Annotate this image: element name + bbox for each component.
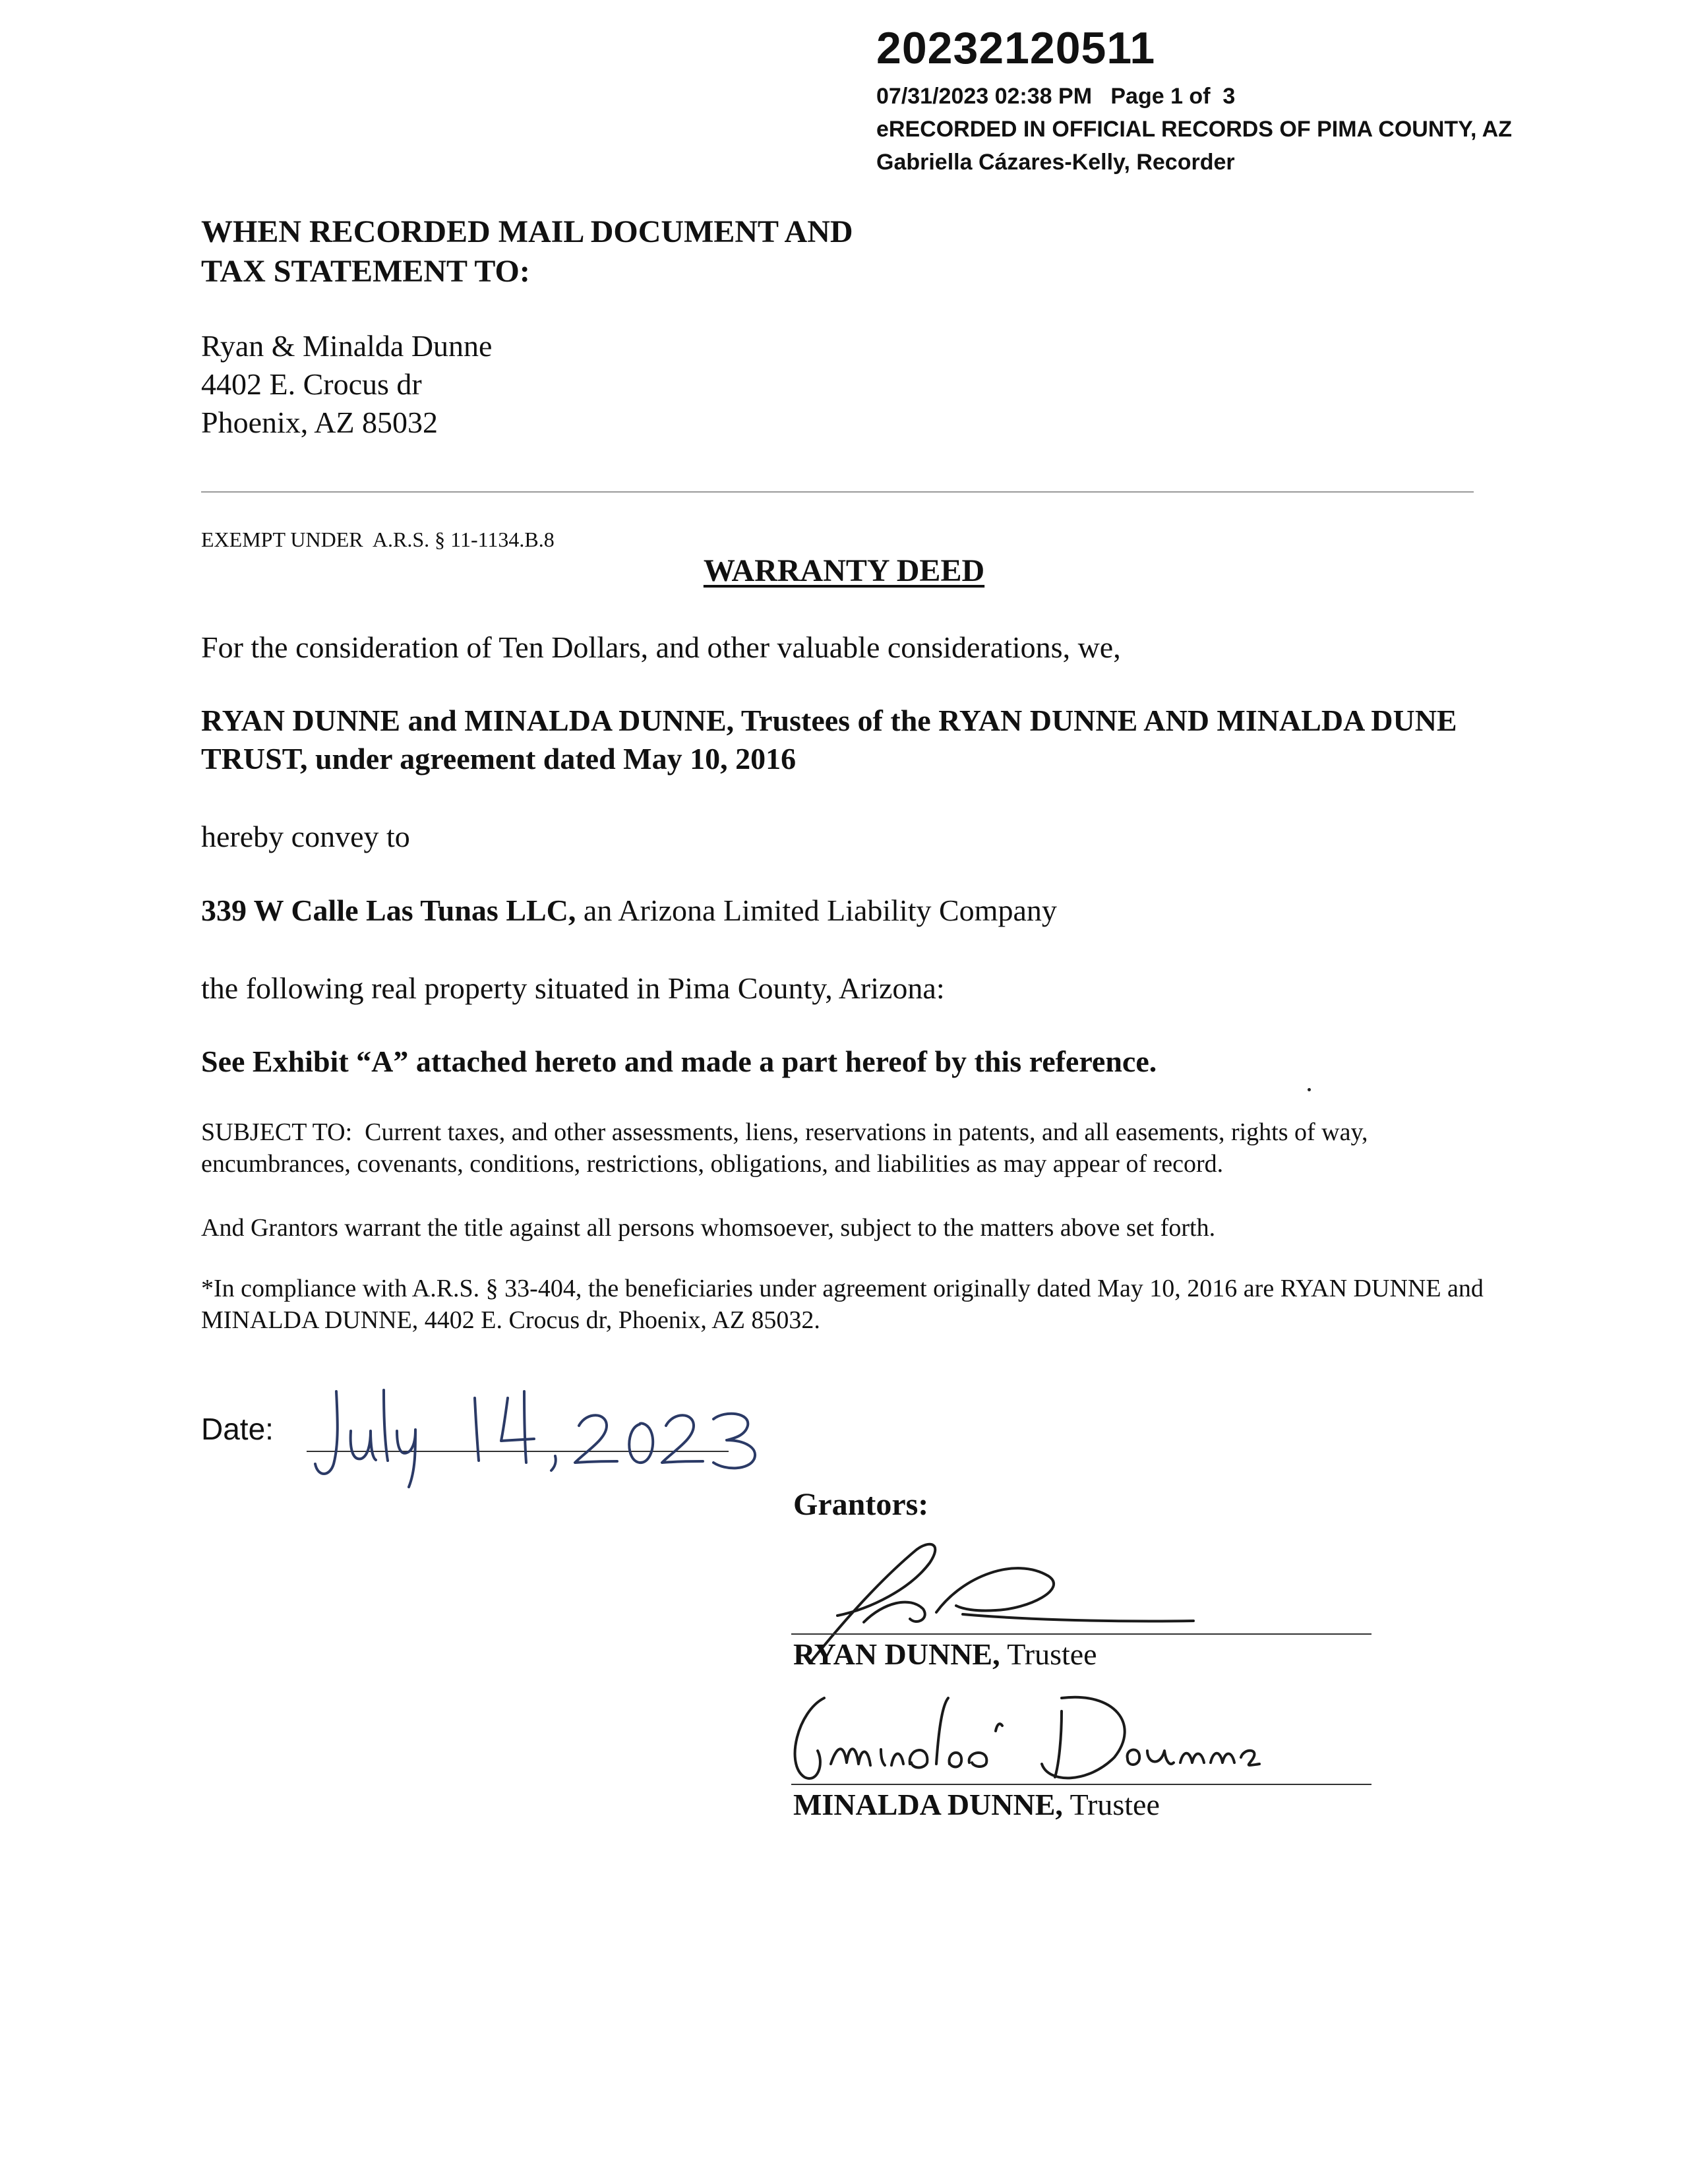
recording-datetime-page: 07/31/2023 02:38 PM Page 1 of 3 xyxy=(876,84,1236,109)
exempt-notice: EXEMPT UNDER A.R.S. § 11-1134.B.8 xyxy=(201,528,555,551)
subject-to-paragraph: SUBJECT TO: Current taxes, and other assessments, liens, reservations in patents, and all easements, rights of way, encumbrances, covenants, conditions, restrictions, obligations, and liabilities as may appear of record. xyxy=(201,1118,1375,1178)
scan-speck xyxy=(1308,1088,1311,1091)
signer-1 xyxy=(793,1637,1097,1672)
property-paragraph: the following real property situated in Pima County, Arizona: xyxy=(201,971,945,1005)
grantee-paragraph xyxy=(201,892,1493,930)
signature-line-2 xyxy=(791,1784,1372,1785)
signer-1-role: Trustee xyxy=(1000,1637,1097,1671)
minalda-dunne-signature xyxy=(771,1685,1312,1797)
mail-to-heading-line1: WHEN RECORDED MAIL DOCUMENT AND xyxy=(201,214,853,249)
recording-number: 20232120511 xyxy=(876,23,1156,73)
grantors-label: Grantors: xyxy=(793,1487,929,1522)
signer-1-name: RYAN DUNNE, xyxy=(793,1637,1000,1671)
date-label: Date: xyxy=(201,1412,274,1446)
handwritten-date xyxy=(310,1378,771,1490)
mail-to-street: 4402 E. Crocus dr xyxy=(201,367,422,401)
grantee-name: 339 W Calle Las Tunas LLC, xyxy=(201,894,576,927)
mail-to-city: Phoenix, AZ 85032 xyxy=(201,406,438,439)
recorder-name: Gabriella Cázares-Kelly, Recorder xyxy=(876,150,1235,175)
warrant-paragraph: And Grantors warrant the title against all persons whomsoever, subject to the matters above set forth. xyxy=(201,1214,1216,1242)
exhibit-paragraph: See Exhibit “A” attached hereto and made a part hereof by this reference. xyxy=(201,1045,1157,1078)
signer-2-name: MINALDA DUNNE, xyxy=(793,1788,1063,1821)
consideration-paragraph: For the consideration of Ten Dollars, and other valuable considerations, we, xyxy=(201,630,1121,664)
grantee-description: an Arizona Limited Liability Company xyxy=(576,894,1057,927)
grantors-paragraph: RYAN DUNNE and MINALDA DUNNE, Trustees of the RYAN DUNNE AND MINALDA DUNE TRUST, under agreement dated May 10, 2016 xyxy=(201,704,1457,775)
horizontal-rule xyxy=(201,491,1474,493)
mail-to-heading xyxy=(201,212,1256,291)
recording-office: eRECORDED IN OFFICIAL RECORDS OF PIMA COUNTY, AZ xyxy=(876,117,1513,142)
document-title: WARRANTY DEED xyxy=(703,553,985,588)
signer-2 xyxy=(793,1787,1160,1822)
compliance-paragraph: *In compliance with A.R.S. § 33-404, the beneficiaries under agreement originally dated May 10, 2016 are RYAN DUNNE and MINALDA DUNNE, 4402 E. Crocus dr, Phoenix, AZ 85032. xyxy=(201,1275,1484,1334)
signer-2-role: Trustee xyxy=(1062,1788,1160,1821)
convey-paragraph: hereby convey to xyxy=(201,820,410,853)
mail-to-name: Ryan & Minalda Dunne xyxy=(201,329,493,363)
signature-line-1 xyxy=(791,1633,1372,1635)
mail-to-heading-line2: TAX STATEMENT TO: xyxy=(201,254,530,289)
